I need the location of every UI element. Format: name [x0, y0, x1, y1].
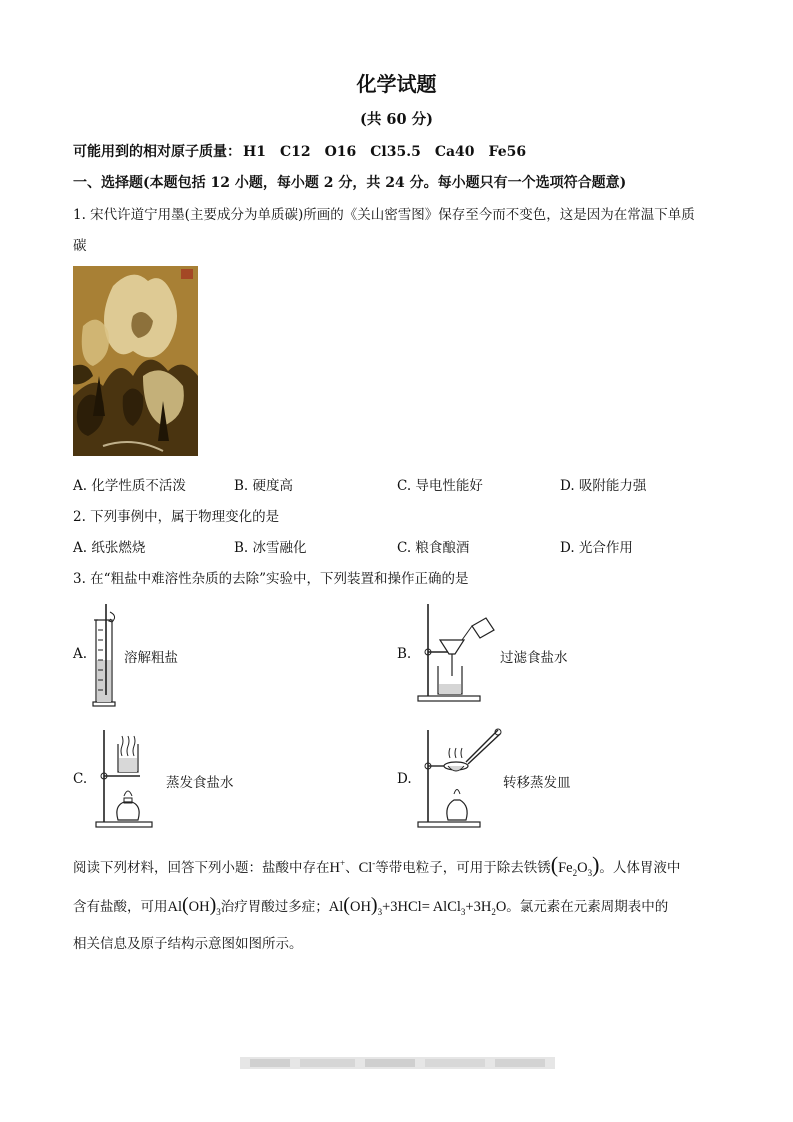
reading-line-3: 相关信息及原子结构示意图如图所示。 [73, 936, 303, 952]
reading-text: 。氯元素在元素周期表中的 [506, 899, 669, 915]
question-1-text: 1. 宋代许道宁用墨(主要成分为单质碳)所画的《关山密雪图》保存至今而不变色，这是因为在常温下单质 [73, 207, 695, 223]
atomic-mass: O16 [324, 144, 357, 160]
graduated-cylinder-icon [88, 600, 128, 714]
apparatus-d-letter: D. [397, 771, 412, 787]
aloh3-formula: $Al(OH)_3$ [167, 894, 221, 917]
crucible-tongs-setup-icon [414, 726, 509, 835]
reading-line-1 [73, 852, 680, 878]
atomic-mass: Cl35.5 [370, 144, 421, 160]
reading-text: 。人体胃液中 [599, 860, 681, 876]
question-1-option-c[interactable]: C. 导电性能好 [397, 478, 483, 494]
atomic-mass: C12 [279, 144, 311, 160]
rust-formula: ( [550, 852, 559, 877]
question-3-text: 3. 在“粗盐中难溶性杂质的去除”实验中，下列装置和操作正确的是 [73, 571, 469, 587]
rust-formula-body: $Fe_2O_3$ [558, 860, 593, 878]
apparatus-c-label: 蒸发食盐水 [166, 775, 234, 791]
reading-text: 含有盐酸，可用 [73, 899, 168, 915]
reading-text: 等带电粒子，可用于除去铁锈 [375, 860, 551, 876]
evaporation-setup-icon [92, 726, 162, 835]
atomic-masses-label: 可能用到的相对原子质量： [73, 144, 241, 160]
question-1-text-cont: 碳 [73, 238, 87, 254]
atomic-mass: Ca40 [434, 144, 475, 160]
page-subtitle: (共 60 分) [360, 111, 433, 128]
reaction-equation: $Al(OH)_3+3HCl=$ $AlCl_3+3H_2O$ [328, 894, 507, 917]
page-title: 化学试题 [356, 72, 437, 96]
apparatus-c-letter: C. [73, 771, 88, 787]
question-1-option-d[interactable]: D. 吸附能力强 [560, 478, 647, 494]
reading-line-2 [73, 894, 668, 917]
question-2-option-c[interactable]: C. 粮食酿酒 [397, 540, 470, 556]
ion-h: H+ [329, 858, 346, 876]
atomic-mass: Fe56 [488, 144, 527, 160]
rust-formula-close: ) [592, 852, 600, 877]
question-1-option-a[interactable]: A. 化学性质不活泼 [73, 478, 186, 494]
atomic-masses-line [73, 141, 540, 161]
reading-text: 治疗胃酸过多症； [220, 899, 329, 915]
question-1-option-b[interactable]: B. 硬度高 [234, 478, 294, 494]
watermark [240, 1057, 555, 1069]
filtration-setup-icon [414, 600, 504, 709]
apparatus-a-letter: A. [73, 646, 88, 662]
apparatus-b-letter: B. [397, 646, 412, 662]
painting-image [73, 266, 198, 456]
atomic-mass: H1 [243, 144, 266, 160]
apparatus-a-label: 溶解粗盐 [124, 650, 178, 666]
question-2-option-a[interactable]: A. 纸张燃烧 [73, 540, 146, 556]
apparatus-d-label: 转移蒸发皿 [503, 775, 571, 791]
question-2-text: 2. 下列事例中，属于物理变化的是 [73, 509, 280, 525]
reading-text: 阅读下列材料，回答下列小题：盐酸中存在 [73, 860, 330, 876]
question-2-option-d[interactable]: D. 光合作用 [560, 540, 633, 556]
apparatus-b-label: 过滤食盐水 [500, 650, 568, 666]
ion-cl: Cl- [358, 858, 376, 876]
separator: 、 [345, 860, 359, 876]
section-heading: 一、选择题(本题包括 12 小题，每小题 2 分，共 24 分。每小题只有一个选项符合题意) [73, 175, 627, 191]
question-2-option-b[interactable]: B. 冰雪融化 [234, 540, 307, 556]
